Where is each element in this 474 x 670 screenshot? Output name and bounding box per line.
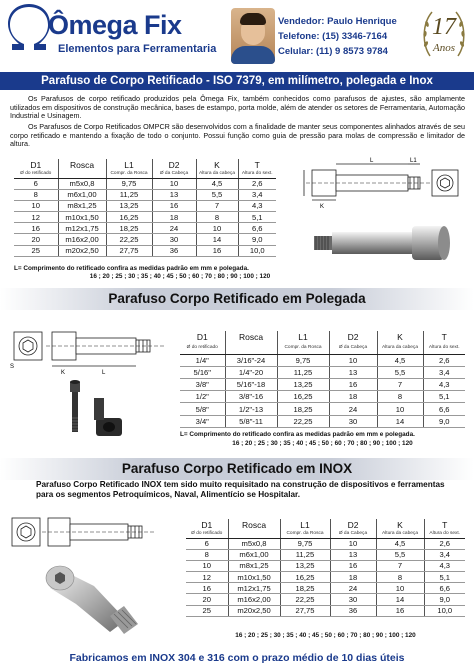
table-cell: 3,4 [423, 366, 465, 378]
table-row [186, 538, 465, 549]
table-cell: 3/8"-16 [225, 391, 277, 403]
screw-drawing-inch [6, 326, 176, 446]
table-cell: m20x2,50 [58, 245, 106, 256]
table-cell: 18,25 [280, 583, 330, 594]
table-cell: 18,25 [106, 223, 152, 234]
column-header: T [238, 159, 276, 170]
table-cell: 10,0 [424, 605, 465, 616]
column-subheader: Altura da cabeça [377, 342, 423, 354]
table-row [14, 189, 276, 200]
table-cell: 5/8" [180, 403, 225, 415]
table-row [186, 583, 465, 594]
table-cell: 16 [152, 200, 196, 211]
column-header: K [377, 331, 423, 342]
table-cell: m10x1,50 [58, 212, 106, 223]
column-header: Rosca [228, 519, 280, 530]
inox-length-values: 16 ; 20 ; 25 ; 30 ; 35 ; 40 ; 45 ; 50 ; 60 ; 70 ; 80 ; 90 ; 100 ; 120 [235, 632, 416, 639]
column-header: K [376, 519, 424, 530]
table-cell: 9,75 [280, 538, 330, 549]
dim-label-k-inch: K [61, 370, 66, 376]
table-cell: 7 [376, 560, 424, 571]
brand-name: Ômega Fix [48, 10, 182, 40]
column-subheader: Compr. da Rosca [106, 170, 152, 178]
table-cell: m8x1,25 [228, 560, 280, 571]
column-subheader [225, 342, 277, 354]
inch-length-note: L= Comprimento do retificado confira as medidas padrão em mm e polegada. [180, 431, 415, 438]
table-cell: 2,6 [238, 178, 276, 189]
section-title-inox: Parafuso Corpo Retificado em INOX [121, 461, 353, 476]
anniversary-seal [420, 4, 468, 68]
table-cell: 10 [376, 583, 424, 594]
table-cell: 1/2" [180, 391, 225, 403]
table-cell: 1/2"-13 [225, 403, 277, 415]
table-cell: 6,6 [423, 403, 465, 415]
table-cell: 16 [330, 560, 376, 571]
table-cell: 18 [152, 212, 196, 223]
table-row [186, 594, 465, 605]
column-subheader: Altura da cabeça [196, 170, 238, 178]
column-header: D2 [152, 159, 196, 170]
section-title-inch: Parafuso Corpo Retificado em Polegada [108, 291, 366, 306]
black-screws-render [70, 380, 122, 436]
table-row [14, 223, 276, 234]
table-cell: 16,25 [280, 572, 330, 583]
header [0, 0, 474, 72]
table-cell: 9,0 [424, 594, 465, 605]
table-row [180, 415, 465, 427]
page-title: Parafuso de Corpo Retificado - ISO 7379, em milímetro, polegada e Inox [0, 72, 474, 90]
table-cell: 10 [14, 200, 58, 211]
table-row [14, 178, 276, 189]
table-row [180, 366, 465, 378]
column-subheader: Ø da Cabeça [329, 342, 377, 354]
table-cell: 4,5 [196, 178, 238, 189]
table-cell: 5/16"-18 [225, 379, 277, 391]
table-row [186, 549, 465, 560]
table-cell: 5/16" [180, 366, 225, 378]
column-header: L1 [277, 331, 329, 342]
table-cell: 16 [186, 583, 228, 594]
table-row [180, 354, 465, 366]
inox-screw-render [46, 566, 138, 634]
intro-paragraph-2: Os Parafusos de Corpo Retificados OMPCR são desenvolvidos com a finalidade de manter seus componentes alinhados através de seu corpo retificado e mantendo a fixação de todo o conjunto. Possui função como guia de pressão para molas de compressão e limitador de altura. [10, 122, 465, 149]
column-subheader: Compr. da Rosca [277, 342, 329, 354]
table-cell: 8 [196, 212, 238, 223]
contact-block [278, 14, 397, 59]
intro-paragraph-1: Os Parafusos de corpo retificado produzidos pela Ômega Fix, também conhecidos como parafusos de ajustes, são amplamente utilizados em dispositivos de construção mecânica, bases de estampo, porta molde, além de atender os setores de Ferramentaria, Automação Industrial e Usinagem. [10, 94, 465, 121]
table-cell: 5,5 [377, 366, 423, 378]
table-cell: 27,75 [106, 245, 152, 256]
table-cell: 36 [330, 605, 376, 616]
table-cell: 5,1 [424, 572, 465, 583]
table-cell: 6 [14, 178, 58, 189]
screw-drawing-inox [6, 508, 168, 648]
table-cell: 12 [14, 212, 58, 223]
mm-length-note: L= Comprimento do retificado confira as medidas padrão em mm e polegada. [14, 265, 249, 272]
table-cell: 14 [196, 234, 238, 245]
table-cell: 16 [329, 379, 377, 391]
table-cell: 5,1 [423, 391, 465, 403]
table-cell: m6x1,00 [228, 549, 280, 560]
column-header: K [196, 159, 238, 170]
table-cell: 10 [330, 538, 376, 549]
table-cell: 16 [196, 245, 238, 256]
table-cell: m10x1,50 [228, 572, 280, 583]
table-cell: 12 [186, 572, 228, 583]
column-header: D1 [196, 331, 208, 342]
column-subheader: Altura do sext. [424, 530, 465, 538]
table-cell: 30 [329, 415, 377, 427]
column-subheader: Ø do retificado [14, 170, 58, 178]
table-cell: 1/4" [180, 354, 225, 366]
table-cell: 25 [14, 245, 58, 256]
table-cell: 16,25 [277, 391, 329, 403]
seller-photo [231, 8, 275, 64]
table-cell: 5,1 [238, 212, 276, 223]
table-cell: 20 [14, 234, 58, 245]
column-header: L1 [106, 159, 152, 170]
table-cell: 8 [376, 572, 424, 583]
table-cell: m16x2,00 [228, 594, 280, 605]
column-subheader [58, 170, 106, 178]
table-cell: 8 [14, 189, 58, 200]
body-render [332, 232, 412, 254]
table-cell: 16 [376, 605, 424, 616]
table-cell: 4,5 [377, 354, 423, 366]
table-cell: 4,3 [424, 560, 465, 571]
table-cell: 27,75 [280, 605, 330, 616]
table-row [14, 245, 276, 256]
omega-logo-icon [6, 4, 52, 56]
table-cell: 13,25 [277, 379, 329, 391]
table-row [180, 379, 465, 391]
column-header: Rosca [225, 331, 277, 342]
table-cell: 3/8" [180, 379, 225, 391]
table-cell: m12x1,75 [228, 583, 280, 594]
table-cell: 5/8"-11 [225, 415, 277, 427]
column-subheader: Ø do retificado [180, 342, 225, 354]
column-subheader [228, 530, 280, 538]
phone-number[interactable]: Telefone: (15) 3346-7164 [278, 31, 388, 42]
table-cell: 4,5 [376, 538, 424, 549]
column-subheader: Ø da Cabeça [152, 170, 196, 178]
inox-description: Parafuso Corpo Retificado INOX tem sido muito requisitado na construção de dispositivos e ferramentas para os segmentos Petroquímicos, Naval, Alimentício se Hospitalar. [36, 480, 445, 499]
dim-label-s: S [10, 364, 15, 370]
table-cell: 3,4 [424, 549, 465, 560]
table-cell: 7 [377, 379, 423, 391]
table-cell: 13 [329, 366, 377, 378]
table-cell: 13 [152, 189, 196, 200]
table-cell: m16x2,00 [58, 234, 106, 245]
column-subheader: Compr. da Rosca [280, 530, 330, 538]
table-cell: 2,6 [424, 538, 465, 549]
table-cell: 5,5 [196, 189, 238, 200]
table-cell: 9,0 [238, 234, 276, 245]
thread-render [314, 236, 332, 250]
table-cell: 4,3 [423, 379, 465, 391]
table-cell: 18 [330, 572, 376, 583]
table-cell: 11,25 [280, 549, 330, 560]
column-header: T [423, 331, 465, 342]
table-cell: 7 [196, 200, 238, 211]
table-cell: 18,25 [277, 403, 329, 415]
seller-name: Vendedor: Paulo Henrique [278, 16, 397, 27]
table-cell: 9,75 [277, 354, 329, 366]
spec-table-mm [14, 159, 276, 257]
table-cell: 22,25 [106, 234, 152, 245]
table-cell: 36 [152, 245, 196, 256]
table-row [14, 212, 276, 223]
column-header: D1 [30, 159, 42, 170]
table-cell: 10 [186, 560, 228, 571]
table-cell: 13,25 [106, 200, 152, 211]
column-subheader: Altura do sext. [423, 342, 465, 354]
dim-label-l1: L1 [410, 158, 417, 164]
column-header: D1 [201, 519, 213, 530]
table-cell: m5x0,8 [228, 538, 280, 549]
table-cell: 3/16"-24 [225, 354, 277, 366]
table-cell: 6,6 [238, 223, 276, 234]
table-cell: 16,25 [106, 212, 152, 223]
table-cell: 22,25 [277, 415, 329, 427]
table-cell: 10 [329, 354, 377, 366]
column-header: L1 [280, 519, 330, 530]
table-cell: 4,3 [238, 200, 276, 211]
inch-length-values: 16 ; 20 ; 25 ; 30 ; 35 ; 40 ; 45 ; 50 ; 60 ; 70 ; 80 ; 90 ; 100 ; 120 [232, 440, 413, 447]
table-row [14, 234, 276, 245]
table-row [186, 560, 465, 571]
table-cell: 3/4" [180, 415, 225, 427]
table-cell: 10,0 [238, 245, 276, 256]
table-cell: 14 [377, 415, 423, 427]
table-cell: m20x2,50 [228, 605, 280, 616]
table-cell: 20 [186, 594, 228, 605]
column-header: D2 [330, 519, 376, 530]
table-cell: 3,4 [238, 189, 276, 200]
table-cell: 9,0 [423, 415, 465, 427]
dim-label-k: K [320, 204, 325, 210]
dim-label-l-inch: L [102, 370, 106, 376]
table-cell: 18 [329, 391, 377, 403]
table-cell: m6x1,00 [58, 189, 106, 200]
table-row [186, 605, 465, 616]
spec-table-inox [186, 519, 465, 617]
table-row [14, 200, 276, 211]
table-cell: 10 [196, 223, 238, 234]
table-cell: m12x1,75 [58, 223, 106, 234]
table-cell: 11,25 [277, 366, 329, 378]
table-cell: m5x0,8 [58, 178, 106, 189]
table-cell: 25 [186, 605, 228, 616]
table-cell: 13 [330, 549, 376, 560]
dim-label-l: L [370, 158, 374, 164]
table-row [186, 572, 465, 583]
anniversary-number: 17 [432, 14, 456, 40]
table-cell: 9,75 [106, 178, 152, 189]
table-cell: 24 [329, 403, 377, 415]
column-subheader: Ø da Cabeça [330, 530, 376, 538]
column-header: Rosca [58, 159, 106, 170]
table-cell: m8x1,25 [58, 200, 106, 211]
column-subheader: Altura do sext. [238, 170, 276, 178]
table-cell: 5,5 [376, 549, 424, 560]
table-cell: 6 [186, 538, 228, 549]
footer-note: Fabricamos em INOX 304 e 316 com o prazo médio de 10 dias úteis [69, 652, 405, 664]
column-header: T [424, 519, 465, 530]
table-cell: 16 [14, 223, 58, 234]
table-cell: 30 [330, 594, 376, 605]
table-cell: 24 [330, 583, 376, 594]
column-subheader: Altura da cabeça [376, 530, 424, 538]
column-header: D2 [329, 331, 377, 342]
table-cell: 14 [376, 594, 424, 605]
table-cell: 30 [152, 234, 196, 245]
spec-table-inch [180, 331, 465, 428]
table-cell: 6,6 [424, 583, 465, 594]
table-cell: 11,25 [106, 189, 152, 200]
table-cell: 8 [377, 391, 423, 403]
mobile-number[interactable]: Celular: (11) 9 8573 9784 [278, 46, 388, 57]
table-cell: 1/4"-20 [225, 366, 277, 378]
column-subheader: Ø do retificado [186, 530, 228, 538]
table-cell: 10 [377, 403, 423, 415]
table-row [180, 391, 465, 403]
brand-tagline: Elementos para Ferramentaria [58, 43, 217, 55]
table-row [180, 403, 465, 415]
anniversary-label: Anos [433, 42, 455, 54]
table-cell: 2,6 [423, 354, 465, 366]
table-cell: 24 [152, 223, 196, 234]
table-cell: 8 [186, 549, 228, 560]
screw-drawing-mm [284, 156, 468, 274]
table-cell: 22,25 [280, 594, 330, 605]
mm-length-values: 16 ; 20 ; 25 ; 30 ; 35 ; 40 ; 45 ; 50 ; 60 ; 70 ; 80 ; 90 ; 100 ; 120 [89, 273, 271, 280]
table-cell: 10 [152, 178, 196, 189]
table-cell: 13,25 [280, 560, 330, 571]
